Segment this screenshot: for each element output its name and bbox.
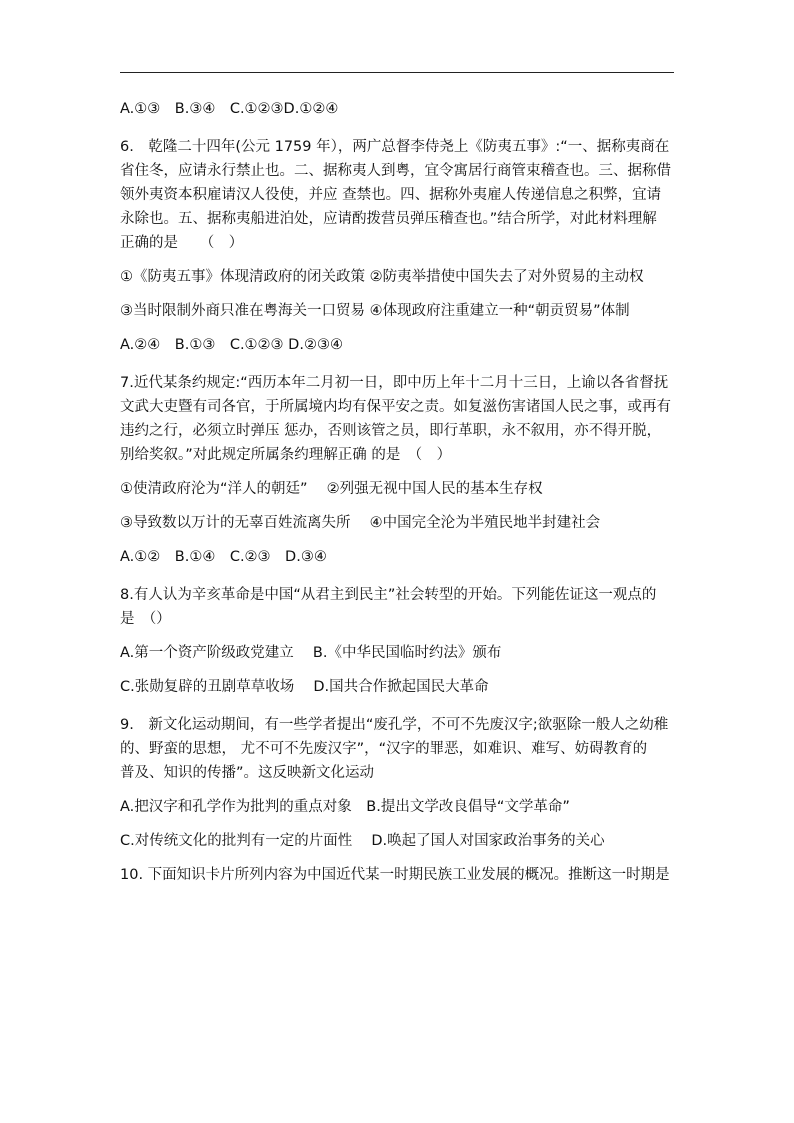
question-8-stem-line: 8.有人认为辛亥革命是中国“从君主到民主”社会转型的开始。下列能佐证这一观点的 (120, 587, 657, 603)
question-10-stem-line: 10. 下面知识卡片所列内容为中国近代某一时期民族工业发展的概况。推断这一时期是 (120, 867, 670, 883)
question-7 (120, 371, 676, 569)
question-7-stem-line: 违约之行，必须立时弹压 惩办，否则该管之员，即行革职，永不叙用，亦不得开脱， (120, 423, 662, 439)
question-7-statements-3-4: ③导致数以万计的无辜百姓流离失所 ④中国完全沦为半殖民地半封建社会 (120, 515, 601, 531)
question-6-options: A.②④ B.①③ C.①②③ D.②③④ (120, 337, 343, 353)
question-6-stem-line: 正确的是 （ ） (120, 235, 244, 251)
question-8-stem-line: 是 （） (120, 611, 171, 627)
question-7-statements-1-2: ①使清政府沦为“洋人的朝廷” ②列强无视中国人民的基本生存权 (120, 481, 543, 497)
question-6-stem-line: 省住冬，应请永行禁止也。二、据称夷人到粤，宜令寓居行商管束稽查也。三、据称借 (120, 163, 671, 179)
question-10 (120, 863, 676, 887)
question-8-options-ab: A.第一个资产阶级政党建立 B.《中华民国临时约法》颁布 (120, 645, 502, 661)
question-7-stem-line: 7.近代某条约规定:“西历本年二月初一日，即中历上年十二月十三日，上谕以各省督抚 (120, 375, 669, 391)
question-9-options-ab: A.把汉字和孔学作为批判的重点对象 B.提出文学改良倡导“文学革命” (120, 799, 570, 815)
question-6-stem-line: 永除也。五、据称夷船进泊处，应请酌拨营员弹压稽查也。”结合所学，对此材料理解 (120, 211, 657, 227)
previous-question-options: A.①③ B.③④ C.①②③D.①②④ (120, 101, 339, 117)
question-9-stem-line: 的、野蛮的思想， 尤不可不先废汉字”，“汉字的罪恶，如难识、难写、妨碍教育的 (120, 741, 648, 757)
question-9 (120, 713, 676, 853)
question-9-options-cd: C.对传统文化的批判有一定的片面性 D.唤起了国人对国家政治事务的关心 (120, 833, 605, 849)
question-6-stem-line: 6. 乾隆二十四年(公元 1759 年），两广总督李侍尧上《防夷五事》:“一、据称夷商在 (120, 139, 670, 155)
question-6-statements-1-2: ①《防夷五事》体现清政府的闭关政策 ②防夷举措使中国失去了对外贸易的主动权 (120, 269, 644, 285)
question-8 (120, 583, 676, 699)
question-7-stem-line: 别给奖叙。”对此规定所属条约理解正确 的是 （ ） (120, 447, 452, 463)
question-6-statements-3-4: ③当时限制外商只准在粤海关一口贸易 ④体现政府注重建立一种“朝贡贸易”体制 (120, 303, 630, 319)
question-7-stem-line: 文武大吏暨有司各官，于所属境内均有保平安之责。如复滋伤害诸国人民之事，或再有 (120, 399, 671, 415)
question-6-stem-line: 领外夷资本积雇请汉人役使，并应 查禁也。四、据称外夷雇人传递信息之积弊，宜请 (120, 187, 662, 203)
header-rule (120, 72, 674, 73)
question-8-options-cd: C.张勋复辟的丑剧草草收场 D.国共合作掀起国民大革命 (120, 679, 489, 695)
question-7-options: A.①② B.①④ C.②③ D.③④ (120, 549, 327, 565)
question-9-stem-line: 9. 新文化运动期间，有一些学者提出“废孔学，不可不先废汉字;欲驱除一般人之幼稚 (120, 717, 669, 733)
question-6 (120, 135, 676, 357)
question-9-stem-line: 普及、知识的传播”。这反映新文化运动 (120, 765, 375, 781)
exam-content (120, 97, 676, 887)
